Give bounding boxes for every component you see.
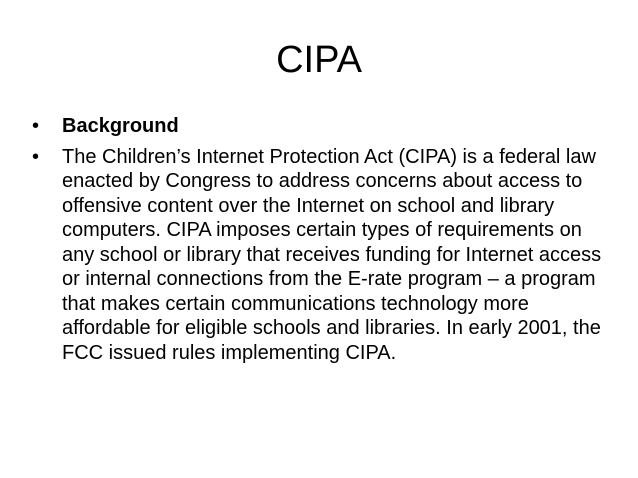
slide-title: CIPA (276, 39, 362, 81)
bullet-item-background (32, 114, 602, 139)
bullet-item-description (32, 145, 602, 366)
bullet-list (32, 114, 602, 371)
bullet-icon: • (32, 115, 40, 137)
bullet-text: The Children’s Internet Protection Act (CIPA) is a federal law enacted by Congress to address concerns about access to offensive content over the Internet on school and library computers. CIPA imposes certain types of requirements on any school or library that receives funding for Internet access or internal connections from the E-rate program – a program that makes certain communications technology more affordable for eligible schools and libraries. In early 2001, the FCC issued rules implementing CIPA. (62, 145, 602, 364)
bullet-text: Background (62, 115, 179, 137)
bullet-icon: • (32, 145, 40, 168)
